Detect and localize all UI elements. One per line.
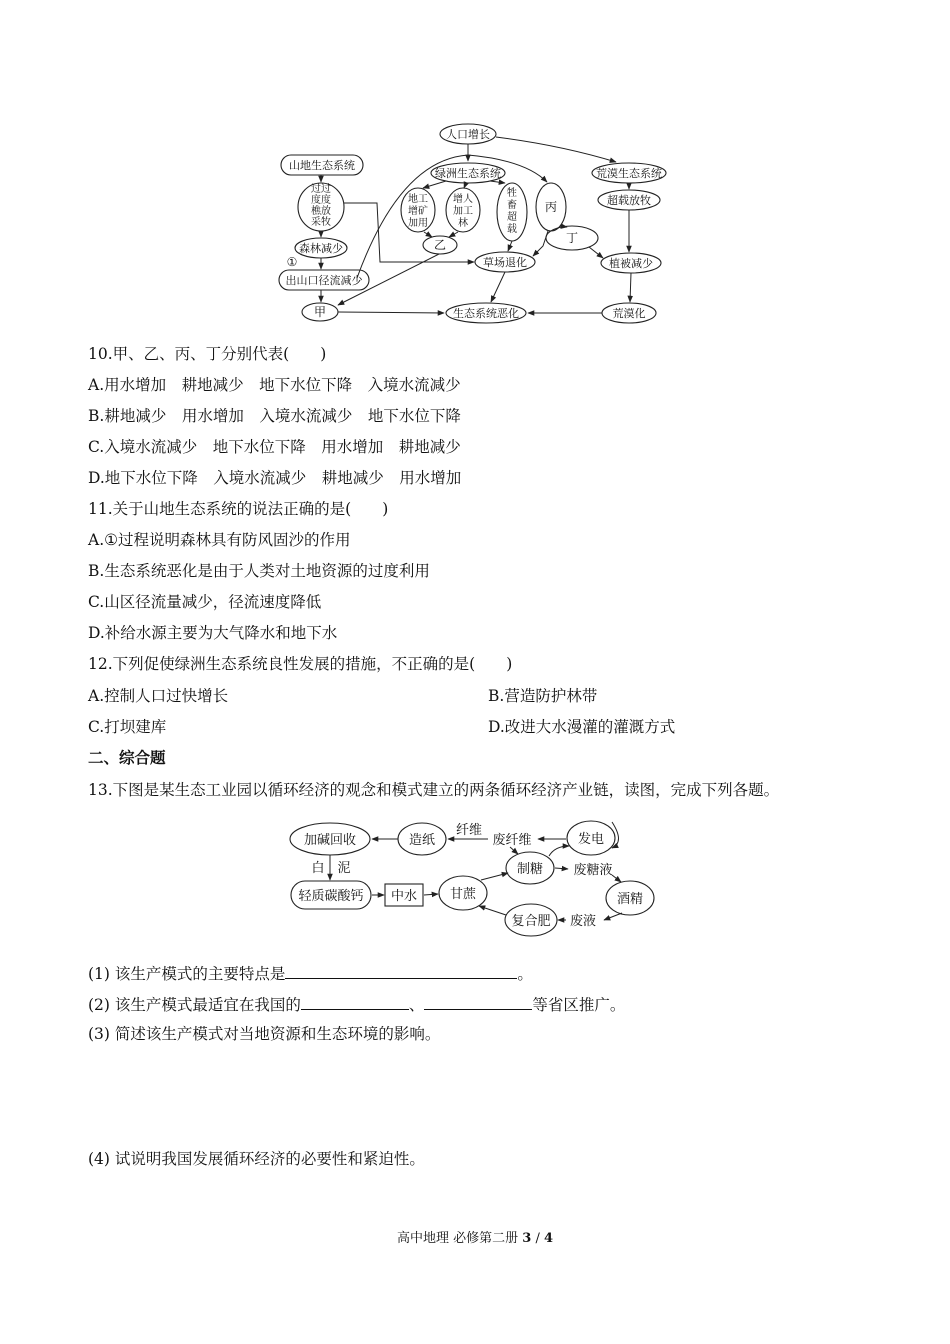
arrow	[481, 873, 508, 880]
ecosystem-diagram	[270, 118, 690, 330]
label-oasis: 绿洲生态系统	[435, 167, 501, 180]
label-mountain: 山地生态系统	[289, 159, 355, 172]
q13-sub4: (4) 试说明我国发展循环经济的必要性和紧迫性。	[88, 1150, 425, 1168]
q13-sub2	[88, 993, 625, 1015]
q10-option-a[interactable]: A.用水增加 耕地减少 地下水位下降 入境水流减少	[88, 376, 461, 394]
label-livestock: 牲	[507, 188, 517, 199]
label-runoff: 出山口径流减少	[285, 274, 363, 287]
label-population: 人口增长	[446, 128, 490, 141]
arrow	[424, 232, 432, 237]
q11-stem: 11.关于山地生态系统的说法正确的是( )	[88, 500, 389, 518]
label-overcut: 樵放	[311, 206, 331, 217]
arrow	[510, 847, 518, 854]
label-grass: 草场退化	[483, 256, 527, 269]
q10-option-d[interactable]: D.地下水位下降 入境水流减少 耕地减少 用水增加	[88, 469, 462, 487]
answer-blank-3[interactable]	[424, 993, 532, 1010]
q12-option-b[interactable]: B.营造防护林带	[488, 687, 598, 705]
label-forest-add: 加工	[453, 206, 473, 217]
arrow	[533, 231, 548, 256]
label-bing: 丙	[544, 200, 558, 214]
label-waste-fiber: 废纤维	[492, 833, 532, 848]
label-alkali: 加碱回收	[303, 833, 357, 848]
arrow	[490, 181, 505, 183]
q12-option-d[interactable]: D.改进大水漫灌的灌溉方式	[488, 718, 676, 736]
q11-option-b[interactable]: B.生态系统恶化是由于人类对土地资源的过度利用	[88, 562, 430, 580]
label-livestock: 畜	[507, 200, 517, 211]
label-ding: 丁	[565, 231, 579, 245]
arrow	[491, 272, 505, 302]
answer-blank-1[interactable]	[285, 962, 517, 979]
label-jia: 甲	[313, 305, 327, 319]
q13-stem: 13.下图是某生态工业园以循环经济的观念和模式建立的两条循环经济产业链，读图，完成下列各题。	[88, 781, 780, 799]
q12-option-c[interactable]: C.打坝建库	[88, 718, 167, 736]
page-total: 4	[543, 1231, 554, 1246]
q13-sub1	[88, 962, 533, 984]
label-livestock: 超	[507, 212, 517, 223]
arrow	[589, 247, 603, 258]
label-overcut: 采牧	[311, 217, 331, 228]
arrow	[555, 868, 568, 869]
q13-sub2-mid: 、	[408, 996, 425, 1014]
label-forest-add: 林	[458, 218, 468, 229]
label-mining: 加用	[408, 218, 428, 229]
arrow	[630, 273, 631, 302]
q10-stem: 10.甲、乙、丙、丁分别代表( )	[88, 345, 327, 363]
label-molasses: 废糖液	[573, 863, 613, 878]
q11-option-d[interactable]: D.补给水源主要为大气降水和地下水	[88, 624, 338, 642]
label-forest-reduce: 森林减少	[299, 242, 343, 255]
label-eco-worse: 生态系统恶化	[453, 307, 519, 320]
label-alcohol: 酒精	[616, 892, 644, 907]
label-fertilizer: 复合肥	[511, 914, 551, 929]
arrow	[508, 241, 512, 251]
q11-option-c[interactable]: C.山区径流量减少，径流速度降低	[88, 593, 322, 611]
page-number: 3	[522, 1231, 532, 1246]
arrow	[464, 183, 466, 188]
q10-option-b[interactable]: B.耕地减少 用水增加 入境水流减少 地下水位下降	[88, 407, 461, 425]
page-footer	[0, 1227, 950, 1246]
label-waste-liquid: 废液	[569, 914, 597, 929]
label-circle1: ①	[286, 255, 298, 269]
label-power: 发电	[577, 832, 605, 847]
q13-sub2-suffix: 等省区推广。	[532, 996, 626, 1014]
q10-option-c[interactable]: C.入境水流减少 地下水位下降 用水增加 耕地减少	[88, 438, 461, 456]
q13-sub2-prefix: (2) 该生产模式最适宜在我国的	[88, 996, 301, 1014]
label-fiber: 纤维	[455, 823, 483, 838]
industry-chain-diagram	[285, 815, 665, 945]
arrow	[424, 894, 438, 895]
label-water: 中水	[390, 889, 418, 904]
label-forest-add: 增人	[453, 194, 473, 205]
arrow	[612, 875, 621, 882]
label-mining: 地工	[408, 194, 428, 205]
section-heading: 二、综合题	[88, 748, 166, 767]
arrow	[423, 181, 446, 188]
label-overgraze: 超载放牧	[607, 194, 651, 207]
label-vegetation: 植被减少	[609, 257, 653, 270]
page-separator: /	[535, 1231, 540, 1246]
q11-option-a[interactable]: A.①过程说明森林具有防风固沙的作用	[88, 531, 351, 549]
arrow	[549, 846, 569, 856]
label-paper: 造纸	[408, 833, 436, 848]
q12-option-a[interactable]: A.控制人口过快增长	[88, 687, 229, 705]
arrow	[449, 232, 458, 237]
q13-sub1-suffix: 。	[517, 965, 533, 983]
arrow	[479, 906, 506, 915]
label-yi: 乙	[433, 238, 447, 252]
label-livestock: 载	[507, 224, 517, 235]
label-white-mud: 白 泥	[311, 861, 351, 876]
answer-blank-2[interactable]	[301, 993, 409, 1010]
label-overcut: 过过	[311, 184, 331, 195]
arrow	[604, 913, 622, 920]
label-desertify: 荒漠化	[612, 307, 646, 320]
label-mining: 增矿	[408, 206, 428, 217]
q13-sub3: (3) 简述该生产模式对当地资源和生态环境的影响。	[88, 1025, 441, 1043]
arrow	[496, 137, 616, 162]
label-overcut: 度度	[311, 195, 331, 206]
q12-stem: 12.下列促使绿洲生态系统良性发展的措施，不正确的是( )	[88, 655, 513, 673]
arrow	[338, 312, 444, 313]
label-cane: 甘蔗	[449, 887, 477, 902]
label-sugar: 制糖	[516, 862, 544, 877]
label-caco3: 轻质碳酸钙	[298, 889, 364, 904]
q13-sub1-prefix: (1) 该生产模式的主要特点是	[88, 965, 286, 983]
label-desert: 荒漠生态系统	[596, 167, 662, 180]
footer-title: 高中地理 必修第二册	[396, 1231, 519, 1246]
